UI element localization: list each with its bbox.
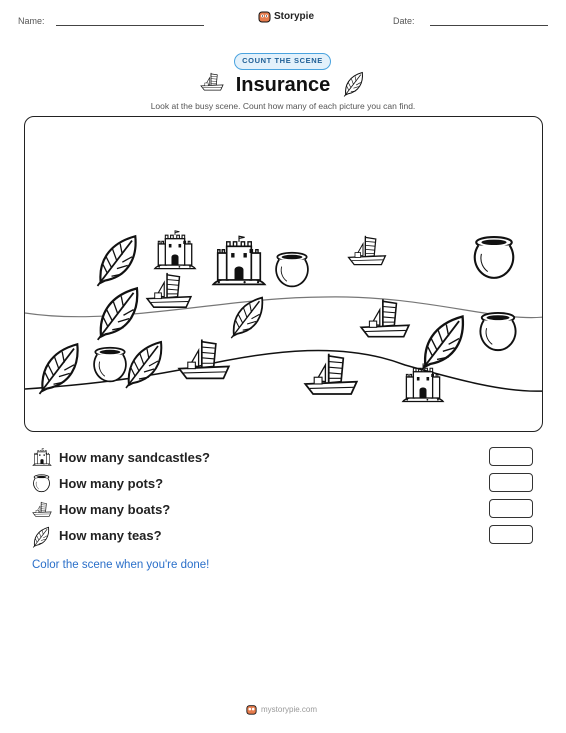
footer-site[interactable]: mystorypie.com bbox=[261, 705, 318, 714]
question-row-pots bbox=[32, 473, 542, 495]
question-text: How many boats? bbox=[59, 502, 171, 517]
sandcastle-icon bbox=[401, 363, 445, 405]
date-line[interactable] bbox=[430, 25, 548, 26]
question-row-boats bbox=[32, 499, 542, 521]
boat-icon bbox=[32, 500, 52, 519]
sandcastle-icon bbox=[211, 235, 267, 289]
answer-box-teas[interactable] bbox=[489, 525, 533, 544]
pot-icon bbox=[32, 474, 51, 493]
pot-icon bbox=[91, 345, 129, 385]
brand-logo bbox=[258, 10, 314, 23]
name-label: Name: bbox=[18, 16, 45, 26]
boat-icon bbox=[359, 295, 411, 343]
counting-scene bbox=[24, 116, 543, 432]
answer-box-sandcastles[interactable] bbox=[489, 447, 533, 466]
instructions-text: Look at the busy scene. Count how many of each picture you can find. bbox=[150, 101, 416, 111]
tea-leaf-icon bbox=[95, 285, 143, 341]
tea-leaf-icon bbox=[229, 295, 267, 339]
boat-icon bbox=[177, 335, 231, 385]
pot-icon bbox=[273, 251, 311, 289]
brand-name: Storypie bbox=[274, 11, 315, 22]
footer bbox=[246, 704, 317, 715]
boat-icon bbox=[303, 349, 359, 401]
tea-leaf-icon bbox=[343, 71, 365, 97]
answer-box-boats[interactable] bbox=[489, 499, 533, 518]
tea-leaf-icon bbox=[37, 341, 83, 395]
name-line[interactable] bbox=[56, 25, 204, 26]
sandcastle-icon bbox=[32, 448, 52, 467]
storypie-mascot-icon bbox=[246, 704, 257, 715]
question-row-sandcastles bbox=[32, 447, 542, 469]
sandcastle-icon bbox=[153, 229, 197, 273]
storypie-mascot-icon bbox=[258, 10, 271, 23]
boat-icon bbox=[145, 271, 193, 311]
tea-leaf-icon bbox=[32, 526, 51, 548]
question-text: How many teas? bbox=[59, 528, 162, 543]
pot-icon bbox=[477, 311, 519, 353]
page-title: Insurance bbox=[235, 74, 331, 96]
question-text: How many pots? bbox=[59, 476, 164, 491]
question-text: How many sandcastles? bbox=[59, 450, 210, 465]
date-label: Date: bbox=[393, 16, 415, 26]
answer-box-pots[interactable] bbox=[489, 473, 533, 492]
coloring-instruction: Color the scene when you're done! bbox=[32, 559, 210, 571]
pot-icon bbox=[471, 235, 517, 281]
boat-icon bbox=[347, 233, 387, 269]
tea-leaf-icon bbox=[123, 339, 167, 389]
activity-badge: COUNT THE SCENE bbox=[234, 53, 331, 70]
tea-leaf-icon bbox=[95, 233, 141, 287]
question-row-teas bbox=[32, 525, 542, 547]
